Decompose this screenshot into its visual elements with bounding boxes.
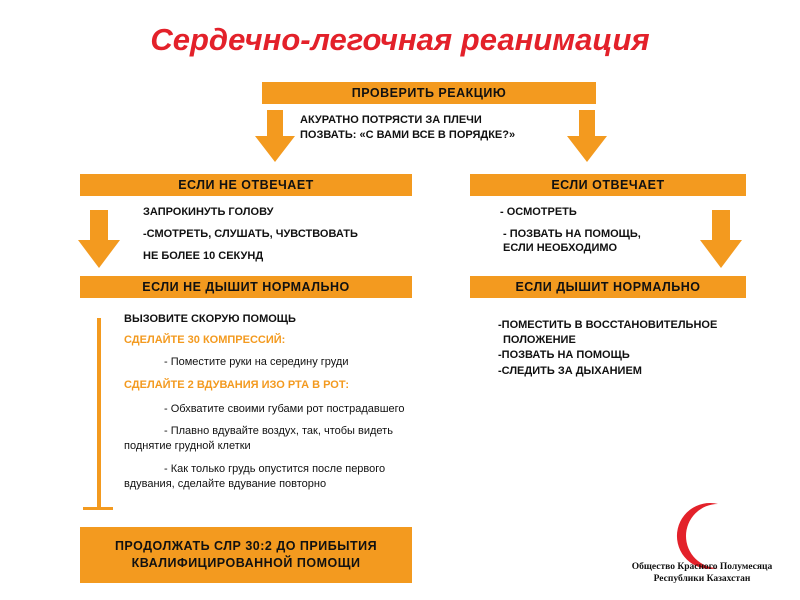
not-breathing-bar: ЕСЛИ НЕ ДЫШИТ НОРМАЛЬНО — [80, 276, 412, 298]
page-title: Сердечно-легочная реанимация — [150, 22, 650, 57]
right-step-call-help: - ПОЗВАТЬ НА ПОМОЩЬ, — [503, 228, 641, 240]
logo-line-1: Общество Красного Полумесяца — [631, 562, 773, 572]
arrow-down-icon — [700, 210, 742, 268]
arrow-down-icon — [255, 110, 295, 162]
mouth-instruction: - Обхватите своими губами рот пострадавшего — [164, 403, 405, 415]
right-action-position: ПОЛОЖЕНИЕ — [503, 334, 576, 346]
right-step-if-needed: ЕСЛИ НЕОБХОДИМО — [503, 242, 618, 254]
continue-line-1: ПРОДОЛЖАТЬ СЛР 30:2 ДО ПРИБЫТИЯ — [114, 539, 378, 553]
logo-caption — [612, 561, 792, 585]
continue-cpr-box — [80, 527, 412, 583]
chest-instruction-cont: вдувания, сделайте вдувание повторно — [124, 478, 327, 490]
right-action-call: -ПОЗВАТЬ НА ПОМОЩЬ — [498, 349, 630, 361]
right-action-monitor: -СЛЕДИТЬ ЗА ДЫХАНИЕМ — [498, 365, 642, 377]
call-ambulance: ВЫЗОВИТЕ СКОРУЮ ПОМОЩЬ — [124, 313, 296, 325]
responds-bar: ЕСЛИ ОТВЕЧАЕТ — [470, 174, 746, 196]
continue-line-2: КВАЛИФИЦИРОВАННОЙ ПОМОЩИ — [131, 556, 361, 570]
arrow-down-icon — [567, 110, 607, 162]
hands-instruction: - Поместите руки на середину груди — [164, 356, 349, 368]
chest-instruction: - Как только грудь опустится после первого — [164, 463, 386, 475]
blow-instruction-cont: поднятие грудной клетки — [124, 440, 251, 452]
check-response-bar: ПРОВЕРИТЬ РЕАКЦИЮ — [262, 82, 596, 104]
compressions-heading: СДЕЛАЙТЕ 30 КОМПРЕССИЙ: — [124, 334, 286, 346]
right-step-inspect: - ОСМОТРЕТЬ — [500, 206, 577, 218]
blow-instruction: - Плавно вдувайте воздух, так, чтобы видеть — [164, 425, 393, 437]
logo-line-2: Республики Казахстан — [653, 574, 751, 584]
progress-line — [97, 318, 101, 508]
arrow-down-icon — [78, 210, 120, 268]
right-action-recovery: -ПОМЕСТИТЬ В ВОССТАНОВИТЕЛЬНОЕ — [498, 319, 718, 331]
progress-line-foot — [83, 507, 113, 510]
breaths-heading: СДЕЛАЙТЕ 2 ВДУВАНИЯ ИЗО РТА В РОТ: — [124, 379, 350, 391]
breathing-bar: ЕСЛИ ДЫШИТ НОРМАЛЬНО — [470, 276, 746, 298]
check-step-call: ПОЗВАТЬ: «С ВАМИ ВСЕ В ПОРЯДКЕ?» — [300, 129, 516, 141]
left-step-time: НЕ БОЛЕЕ 10 СЕКУНД — [143, 250, 264, 262]
left-step-head: ЗАПРОКИНУТЬ ГОЛОВУ — [143, 206, 274, 218]
no-response-bar: ЕСЛИ НЕ ОТВЕЧАЕТ — [80, 174, 412, 196]
left-step-look: -СМОТРЕТЬ, СЛУШАТЬ, ЧУВСТВОВАТЬ — [143, 228, 358, 240]
check-step-shake: АКУРАТНО ПОТРЯСТИ ЗА ПЛЕЧИ — [300, 114, 482, 126]
